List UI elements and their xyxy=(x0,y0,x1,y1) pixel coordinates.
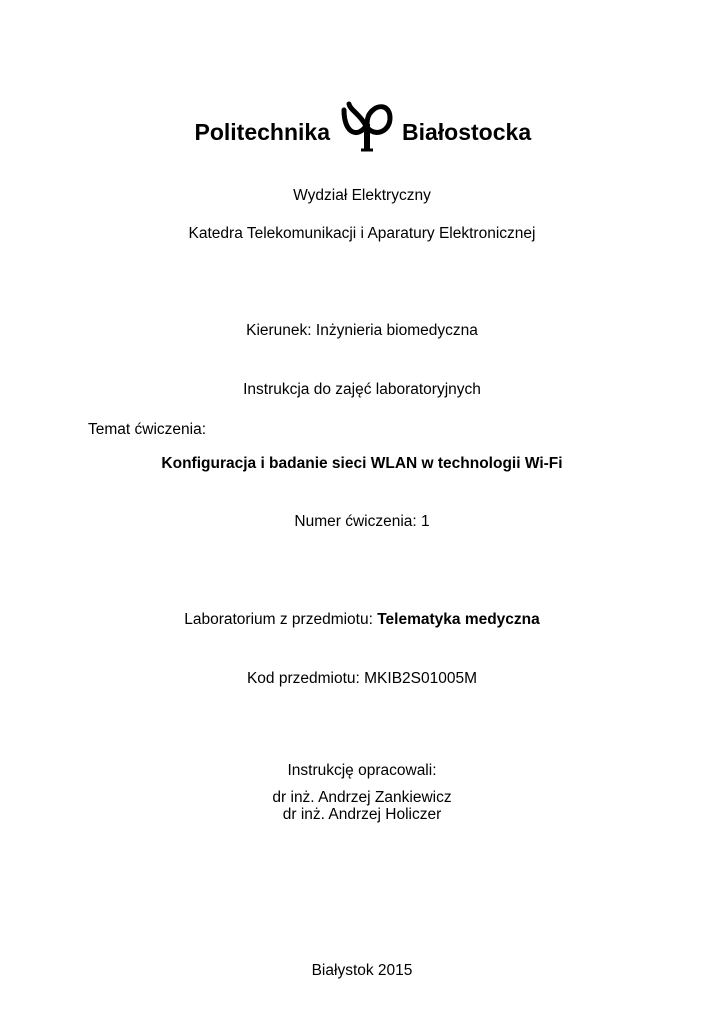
course-label: Laboratorium z przedmiotu: xyxy=(184,611,378,628)
course-line xyxy=(0,611,724,629)
authors-label: Instrukcję opracowali: xyxy=(287,762,437,779)
topic-title: Konfiguracja i badanie sieci WLAN w technologii Wi-Fi xyxy=(161,455,563,472)
university-logo-icon xyxy=(340,100,394,152)
author-name: dr inż. Andrzej Zankiewicz xyxy=(272,789,452,806)
field-of-study: Kierunek: Inżynieria biomedyczna xyxy=(246,322,478,339)
faculty-name: Wydział Elektryczny xyxy=(293,187,431,204)
course-name: Telematyka medyczna xyxy=(377,611,540,628)
university-name-right: Białostocka xyxy=(402,119,532,145)
university-name-left: Politechnika xyxy=(194,119,330,145)
instruction-type: Instrukcja do zajęć laboratoryjnych xyxy=(243,381,481,398)
topic-label: Temat ćwiczenia: xyxy=(88,421,207,438)
department-name: Katedra Telekomunikacji i Aparatury Elektronicznej xyxy=(188,225,536,242)
title-header xyxy=(0,100,724,158)
exercise-number: Numer ćwiczenia: 1 xyxy=(294,513,430,530)
author-name: dr inż. Andrzej Holiczer xyxy=(282,806,442,823)
course-code: Kod przedmiotu: MKIB2S01005M xyxy=(246,670,478,687)
place-and-year: Białystok 2015 xyxy=(311,962,413,979)
